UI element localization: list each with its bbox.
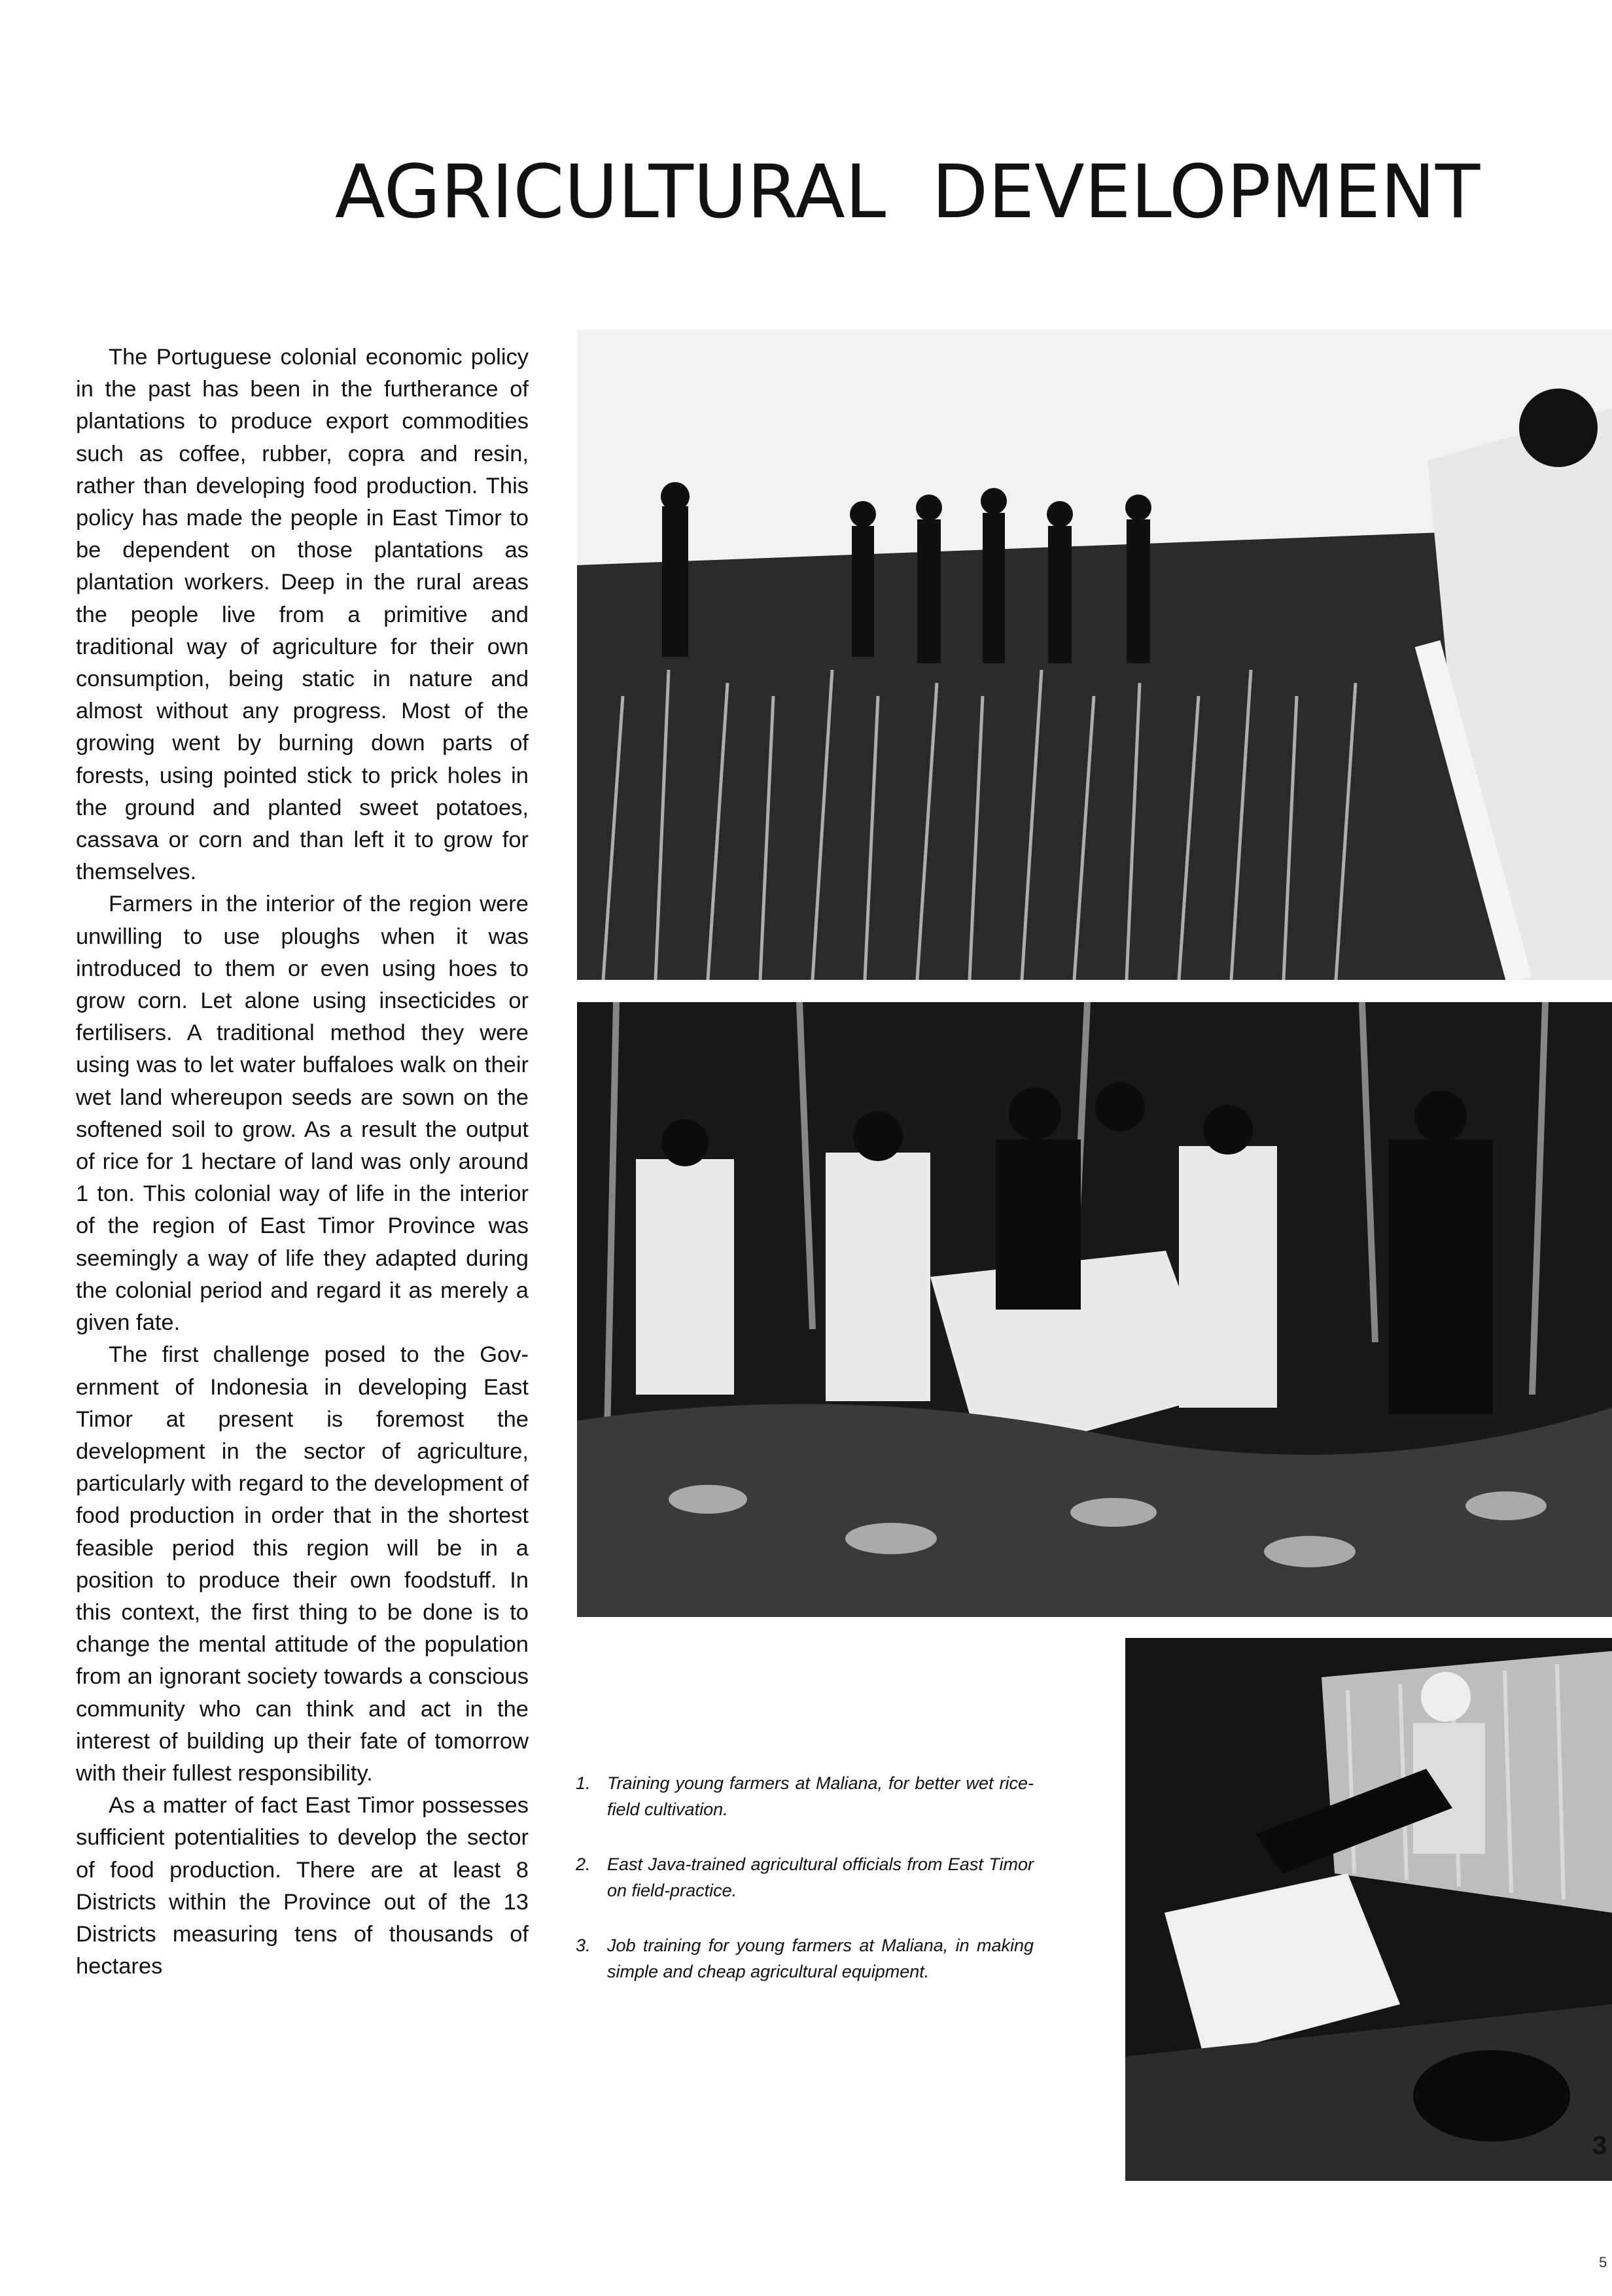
- caption-2: [576, 1851, 1034, 1904]
- photo-captions: [576, 1770, 1034, 2013]
- paragraph-2: Farmers in the interior of the region were unwilling to use ploughs when it was introduced to them or even using hoes to grow corn. Let alone using insecticides or fertilisers. A traditional method they were using was to let water buffaloes walk on their wet land whereupon seeds are sown on the softened soil to grow. As a result the output of rice for 1 hectare of land was only around 1 ton. This colonial way of life in the interior of the region of East Timor Province was seemingly a way of life they adapted during the colonial period and regard it as merely a given fate.: [76, 892, 529, 1336]
- page-number: 3: [1592, 2131, 1607, 2160]
- caption-text: Training young farmers at Maliana, for better wet rice-field cultivation.: [607, 1773, 1034, 1819]
- paragraph-1: The Portuguese colonial economic policy in the past has been in the furtherance of plantations to produce export commodities such as coffee, rubber, copra and resin, rather than developing food production. This policy has made the people in East Timor to be dependent on those plantations as plantation workers. Deep in the rural areas the people live from a primitive and traditional way of agriculture for their own consumption, being static in nature and almost without any progress. Most of the growing went by burning down parts of forests, using pointed stick to prick holes in the ground and planted sweet potatoes, cassava or corn and than left it to grow for themselves.: [76, 345, 529, 885]
- caption-text: East Java-trained agricultural officials from East Timor on field-practice.: [607, 1854, 1034, 1900]
- corner-mark: 5: [1599, 2254, 1607, 2270]
- caption-3: [576, 1932, 1034, 1985]
- photo-1-graphic: [577, 330, 1612, 980]
- title-word-agricultural: AGRICULTURAL: [335, 150, 886, 235]
- caption-number: 1.: [576, 1773, 591, 1793]
- caption-text: Job training for young farmers at Maliana, in making simple and cheap agricultural equipment.: [607, 1936, 1034, 1981]
- photo-officials-field-practice: [577, 1002, 1612, 1617]
- caption-number: 2.: [576, 1854, 591, 1874]
- caption-1: [576, 1770, 1034, 1822]
- article-body: [76, 341, 529, 1983]
- photo-2-graphic: [577, 1002, 1612, 1617]
- paragraph-3: The first challenge posed to the Government of Indonesia in developing East Timor at present is foremost the development in the sector of agriculture, particularly with regard to the development of food production in order that in the shortest feasible period this region will be in a position to produce their own foodstuff. In this context, the first thing to be done is to change the mental attitude of the population from an ignorant society towards a conscious community who can think and act in the interest of building up their fate of tomorrow with their fullest responsibility.: [76, 1342, 529, 1786]
- photo-3-graphic: [1125, 1638, 1612, 2181]
- photo-job-training-equipment: [1125, 1638, 1612, 2181]
- photo-farmers-rice-field: [577, 330, 1612, 980]
- paragraph-4: As a matter of fact East Timor possesses sufficient potentialities to develop the sector of food production. There are at least 8 Districts within the Province out of the 13 Districts measuring tens of thousands of hectares: [76, 1793, 529, 1979]
- caption-number: 3.: [576, 1936, 591, 1955]
- title-word-development: DEVELOPMENT: [932, 150, 1481, 235]
- page-title: [335, 150, 1481, 235]
